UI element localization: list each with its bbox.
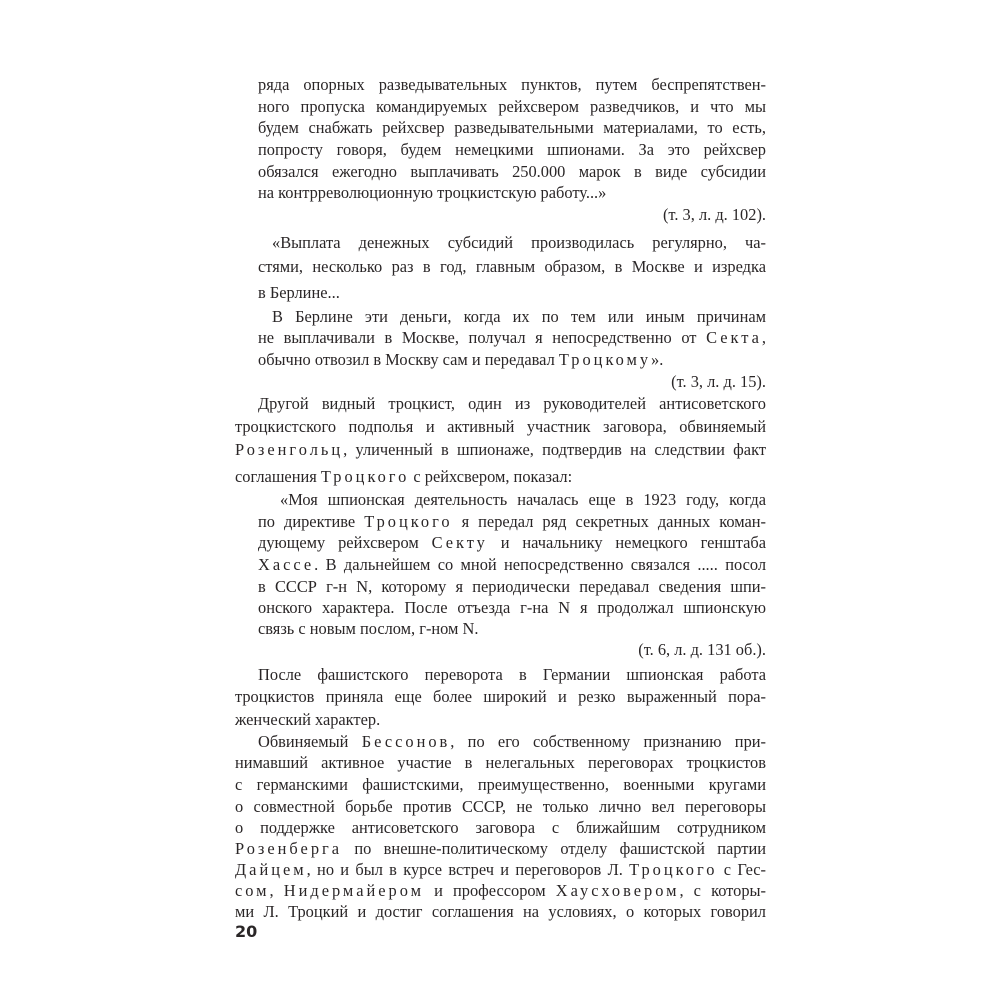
text-line — [235, 859, 766, 881]
text-line — [258, 327, 766, 349]
text-segment: связь с новым послом, г-ном N. — [258, 619, 479, 638]
text-segment: по директиве — [258, 512, 365, 531]
text-segment: я передал ряд секретных данных коман- — [452, 512, 767, 531]
text-segment: «Моя шпионская деятельность началась еще в 1923 году, когда — [280, 490, 766, 509]
text-line — [235, 817, 766, 839]
text-line — [258, 576, 766, 598]
text-line — [258, 139, 766, 161]
text-segment: в СССР г-н N, которому я периодически передавал сведения шпи- — [258, 577, 766, 596]
text-segment: , по его собственному признанию при- — [450, 732, 766, 751]
text-segment: соглашения — [235, 467, 321, 486]
text-segment: женческий характер. — [235, 710, 381, 729]
text-line — [258, 511, 766, 533]
text-line — [235, 709, 766, 731]
page-number: 20 — [235, 922, 258, 941]
text-segment: и начальнику немецкого генштаба — [487, 533, 766, 552]
text-segment: В Берлине эти деньги, когда их по тем или иным причинам — [272, 307, 766, 326]
text-segment: обычно отвозил в Москву сам и передавал — [258, 350, 559, 369]
text-line — [258, 393, 766, 415]
text-segment: не выплачивали в Москве, получал я непосредственно от — [258, 328, 707, 347]
spaced-name: Секту — [431, 533, 488, 552]
text-line — [235, 796, 766, 818]
text-segment: , — [269, 881, 284, 900]
spaced-name: Троцкого — [364, 512, 453, 531]
text-line — [258, 618, 766, 640]
spaced-name: Дайцем — [235, 860, 307, 879]
text-segment: «Выплата денежных субсидий производилась регулярно, ча- — [272, 233, 766, 252]
text-segment: с германскими фашистскими, преимущественно, военными кругами — [235, 775, 766, 794]
text-segment: , — [761, 328, 766, 347]
spaced-name: Розенберга — [235, 839, 343, 858]
text-line — [272, 232, 766, 254]
text-segment: о совместной борьбе против СССР, не только лично вел переговоры — [235, 797, 766, 816]
text-line — [235, 416, 766, 438]
text-line — [258, 731, 766, 753]
text-line — [235, 880, 766, 902]
text-line — [258, 161, 766, 183]
text-line — [235, 838, 766, 860]
text-line — [258, 554, 766, 576]
spaced-name: Троцкого — [629, 860, 718, 879]
text-line — [235, 774, 766, 796]
citation-reference — [235, 639, 766, 661]
text-segment: , с которы- — [679, 881, 766, 900]
spaced-name: сом — [235, 881, 270, 900]
text-segment: с Гес- — [717, 860, 766, 879]
text-segment: в Берлине... — [258, 283, 340, 302]
text-segment: (т. 6, л. д. 131 об.). — [638, 640, 766, 659]
text-line — [258, 664, 766, 686]
text-segment: на контрреволюционную троцкистскую работу...» — [258, 183, 607, 202]
text-line — [258, 597, 766, 619]
text-line — [258, 282, 766, 304]
text-segment: Обвиняемый — [258, 732, 362, 751]
spaced-name: Бессонов — [361, 732, 451, 751]
text-segment: . В дальнейшем со мной непосредственно связался ..... посол — [314, 555, 766, 574]
text-segment: (т. 3, л. д. 15). — [671, 372, 766, 391]
text-segment: троцкистов приняла еще более широкий и резко выраженный пора- — [235, 687, 766, 706]
text-segment: ряда опорных разведывательных пунктов, путем беспрепятствен- — [258, 75, 766, 94]
text-line — [258, 117, 766, 139]
text-segment: После фашистского переворота в Германии шпионская работа — [258, 665, 766, 684]
text-segment: ного пропуска командируемых рейхсвером разведчиков, и что мы — [258, 97, 766, 116]
text-line — [258, 532, 766, 554]
text-segment: троцкистского подполья и активный участник заговора, обвиняемый — [235, 417, 766, 436]
text-segment: , уличенный в шпионаже, подтвердив на следствии факт — [343, 440, 766, 459]
citation-reference — [235, 204, 766, 226]
text-segment: , но и был в курсе встреч и переговоров Л. — [306, 860, 630, 879]
text-segment: стями, несколько раз в год, главным образом, в Москве и изредка — [258, 257, 766, 276]
text-line — [272, 306, 766, 328]
text-segment: о поддержке антисоветского заговора с ближайшим сотрудником — [235, 818, 766, 837]
text-segment: нимавший активное участие в нелегальных переговорах троцкистов — [235, 753, 766, 772]
text-segment: будем снабжать рейхсвер разведывательными материалами, то есть, — [258, 118, 766, 137]
spaced-name: Хассе — [258, 555, 315, 574]
text-line — [258, 349, 766, 371]
text-line — [258, 256, 766, 278]
text-segment: по внешне-политическому отделу фашистской партии — [342, 839, 766, 858]
text-segment: обязался ежегодно выплачивать 250.000 марок в виде субсидии — [258, 162, 766, 181]
text-segment: дующему рейхсвером — [258, 533, 432, 552]
spaced-name: Нидермайером — [283, 881, 424, 900]
text-line — [235, 901, 766, 923]
text-segment: и профессором — [423, 881, 556, 900]
spaced-name: Секта — [706, 328, 762, 347]
text-line — [258, 96, 766, 118]
text-line — [235, 466, 766, 488]
text-line — [235, 439, 766, 461]
text-segment: попросту говоря, будем немецкими шпионами. За это рейхсвер — [258, 140, 766, 159]
spaced-name: Троцкого — [320, 467, 410, 486]
spaced-name: Троцкому — [558, 350, 652, 369]
text-segment: ми Л. Троцкий и достиг соглашения на условиях, о которых говорил — [235, 902, 766, 921]
text-segment: онского характера. После отъезда г-на N я продолжал шпионскую — [258, 598, 766, 617]
text-line — [258, 182, 766, 204]
text-line — [235, 752, 766, 774]
text-line — [280, 489, 766, 511]
spaced-name: Хаусховером — [555, 881, 680, 900]
text-segment: Другой видный троцкист, один из руководителей антисоветского — [258, 394, 766, 413]
text-line — [235, 686, 766, 708]
text-segment: ». — [651, 350, 664, 369]
text-segment: (т. 3, л. д. 102). — [662, 205, 766, 224]
citation-reference — [235, 371, 766, 393]
text-segment: с рейхсвером, показал: — [409, 467, 573, 486]
text-line — [258, 74, 766, 96]
spaced-name: Розенгольц — [235, 440, 344, 459]
